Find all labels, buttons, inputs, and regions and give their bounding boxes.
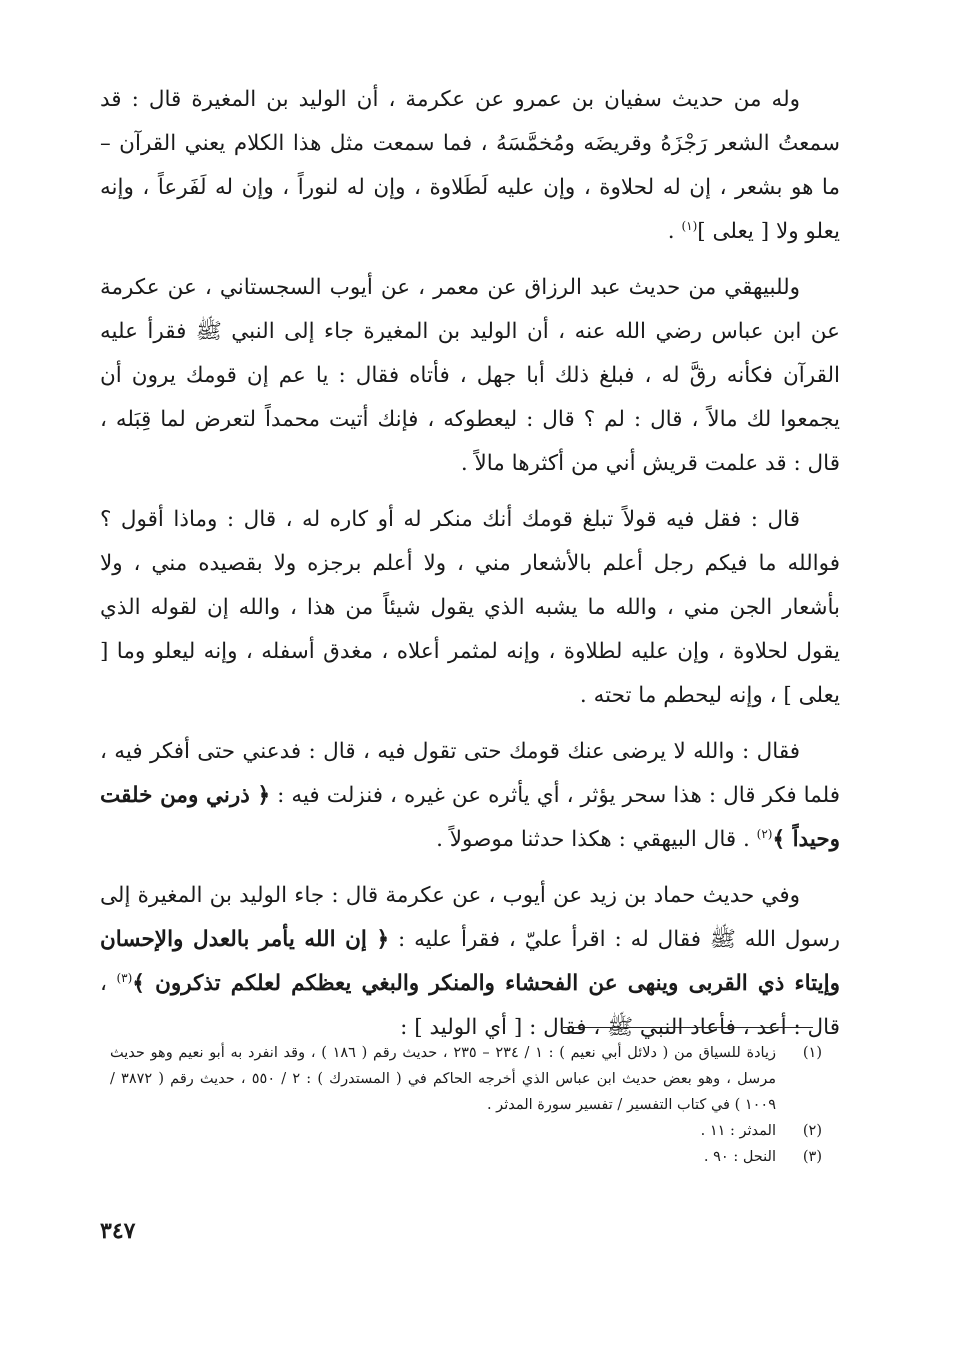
paragraph-text: . [667,219,682,244]
footnote-text: زيادة للسياق من ( دلائل أبي نعيم ) : ١ / ٢٣٤ – ٢٣٥ ، حديث رقم ( ١٨٦ ) ، وقد انفرد به أبو نعيم وهو حديث مرسل ، وهو بعض حديث ابن عباس الذي أخرجه الحاكم في ( المستدرك ) : ٢ / ٥٥٠ ، حديث رقم ( ٣٨٧٢ / ١٠٠٩ ) في كتاب التفسير / تفسير سورة المدثر . [110,1045,776,1113]
footnote-number: (٢) [802,1123,822,1139]
paragraph-text: وفي حديث حماد بن زيد عن أيوب ، عن عكرمة قال : جاء الوليد بن المغيرة إلى رسول الله ﷺ فقال له : اقرأ عليّ ، فقرأ عليه : [100,883,840,952]
footnote-ref: (١) [681,218,698,233]
paragraph-text: وله من حديث سفيان بن عمرو عن عكرمة ، أن الوليد بن المغيرة قال : قد سمعتُ الشعر رَجْزَهُ وقريضَه ومُخمَّسَهُ ، فما سمعت مثل هذا الكلام يعني القرآن – ما هو بشعر ، إن له لحلاوة ، وإن عليه لَطَلاوة ، وإن له لنوراً ، وإن له لَفَرعاً ، وإنه يعلو ولا [ يعلى ] [100,87,840,244]
main-text [100,78,840,1062]
paragraph-text: وللبيهقي من حديث عبد الرزاق عن معمر ، عن أيوب السجستاني ، عن عكرمة عن ابن عباس رضي الله عنه ، أن الوليد بن المغيرة جاء إلى النبي ﷺ فقرأ عليه القرآن فكأنه رقَّ له ، فبلغ ذلك أبا جهل ، فأتاه فقال : يا عم إن قومك يرون أن يجمعوا لك مالاً ، قال : لم ؟ قال : ليعطوكه ، فإنك أتيت محمداً لتعرض لما قِبَله ، قال : قد علمت قريش أني من أكثرها مالاً . [100,275,840,476]
footnote-2 [110,1118,822,1144]
footnote-ref: (٢) [756,826,773,841]
footnote-1 [110,1040,822,1118]
paragraph-1 [100,78,840,254]
footnote-ref: (٣) [116,970,133,985]
footnote-number: (١) [802,1045,822,1061]
page-number: ٣٤٧ [100,1218,136,1244]
footnote-number: (٣) [802,1149,822,1165]
paragraph-text: قال : فقل فيه قولاً تبلغ قومك أنك منكر له أو كاره له ، قال : وماذا أقول ؟ فوالله ما فيكم رجل أعلم بالأشعار مني ، ولا أعلم برجزه ولا بقصيده مني ، ولا بأشعار الجن مني ، والله ما يشبه الذي يقول شيئاً من هذا ، والله إن لقوله الذي يقول لحلاوة ، وإن عليه لطلاوة ، وإنه لمثمر أعلاه ، مغدق أسفله ، وإنه ليعلو وما [ يعلى ] ، وإنه ليحطم ما تحته . [100,507,840,708]
paragraph-text: ، قال : أعد ، فأعاد النبي ﷺ ، فقال : [ أي الوليد ] : [100,971,840,1040]
paragraph-2 [100,266,840,486]
footnote-text: النحل : ٩٠ . [703,1149,776,1165]
quran-verse: ﴿ ذرني ومن خلقت وحيداً ﴾ [100,783,840,852]
paragraph-text: فقال : والله لا يرضى عنك قومك حتى تقول فيه ، قال : فدعني حتى أفكر فيه ، فلما فكر قال : هذا سحر يؤثر ، أي يأثره عن غيره ، فنزلت فيه : [100,739,841,808]
footnote-text: المدثر : ١١ . [700,1123,776,1139]
paragraph-text: . قال البيهقي : هكذا حدثنا موصولاً . [436,827,757,852]
paragraph-3 [100,498,840,718]
footnote-3 [110,1144,822,1170]
paragraph-5 [100,874,840,1050]
footnote-divider [563,1027,813,1028]
footnotes [110,1040,822,1170]
quran-verse: ﴿ إن الله يأمر بالعدل والإحسان وإيتاء ذي القربى وينهى عن الفحشاء والمنكر والبغي يعظكم لعلكم تذكرون ﴾ [100,927,840,996]
paragraph-4 [100,730,840,862]
